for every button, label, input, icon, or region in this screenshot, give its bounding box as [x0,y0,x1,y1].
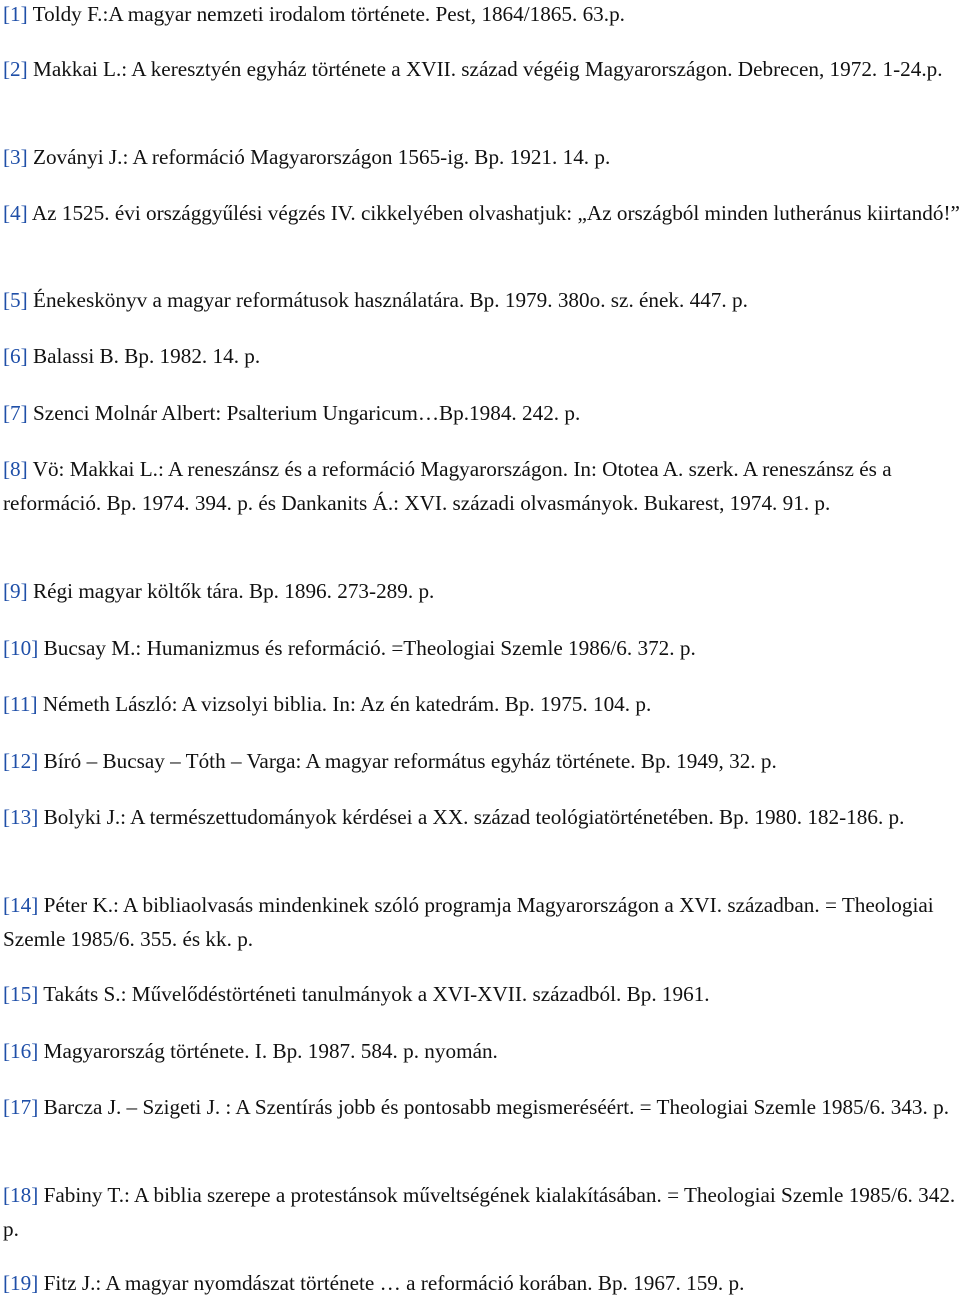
reference-number-link[interactable]: [1] [3,2,28,26]
reference-number-link[interactable]: [3] [3,145,28,169]
reference-number-link[interactable]: [12] [3,749,39,773]
reference-number-link[interactable]: [17] [3,1095,39,1119]
reference-number-link[interactable]: [8] [3,457,28,481]
reference-number-link[interactable]: [13] [3,805,39,829]
reference-number-link[interactable]: [19] [3,1271,39,1295]
reference-text: Zoványi J.: A reformáció Magyarországon 1565-ig. Bp. 1921. 14. p. [33,145,611,169]
reference-item [3,800,960,834]
reference-item [3,687,960,721]
reference-number-link[interactable]: [18] [3,1183,39,1207]
reference-item [3,1034,960,1068]
reference-text: Bucsay M.: Humanizmus és reformáció. =Theologiai Szemle 1986/6. 372. p. [43,636,696,660]
reference-number-link[interactable]: [2] [3,57,28,81]
reference-text: Péter K.: A bibliaolvasás mindenkinek szóló programja Magyarországon a XVI. században. = Theologiai Szemle 1985/6. 355. és kk. p. [3,893,934,951]
reference-item [3,0,960,31]
reference-text: Toldy F.:A magyar nemzeti irodalom története. Pest, 1864/1865. 63.p. [32,2,625,26]
reference-text: Fitz J.: A magyar nyomdászat története … a reformáció korában. Bp. 1967. 159. p. [43,1271,745,1295]
reference-text: Énekeskönyv a magyar reformátusok használatára. Bp. 1979. 380o. sz. ének. 447. p. [33,288,748,312]
reference-number-link[interactable]: [6] [3,344,28,368]
reference-item [3,283,960,317]
reference-item [3,1266,960,1300]
reference-item [3,140,960,174]
reference-text: Régi magyar költők tára. Bp. 1896. 273-289. p. [33,579,435,603]
reference-number-link[interactable]: [5] [3,288,28,312]
reference-number-link[interactable]: [14] [3,893,39,917]
reference-item [3,1178,960,1246]
reference-item [3,396,960,430]
reference-item [3,52,960,86]
reference-text: Fabiny T.: A biblia szerepe a protestánsok műveltségének kialakításában. = Theologiai Szemle 1985/6. 342. p. [3,1183,956,1241]
reference-text: Bíró – Bucsay – Tóth – Varga: A magyar református egyház története. Bp. 1949, 32. p. [43,749,777,773]
reference-text: Vö: Makkai L.: A reneszánsz és a reformáció Magyarországon. In: Ototea A. szerk. A reneszánsz és a reformáció. Bp. 1974. 394. p. és Dankanits Á.: XVI. századi olvasmányok. Bukarest, 1974. 91. p. [3,457,892,515]
reference-text: Balassi B. Bp. 1982. 14. p. [33,344,261,368]
reference-text: Magyarország története. I. Bp. 1987. 584. p. nyomán. [43,1039,498,1063]
reference-text: Németh László: A vizsolyi biblia. In: Az én katedrám. Bp. 1975. 104. p. [42,692,652,716]
reference-item [3,196,960,230]
reference-item [3,744,960,778]
reference-text: Makkai L.: A keresztyén egyház története a XVII. század végéig Magyarországon. Debrecen, 1972. 1-24.p. [33,57,943,81]
reference-text: Az 1525. évi országgyűlési végzés IV. cikkelyében olvashatjuk: „Az országból minden lutheránus kiirtandó!” [31,201,960,225]
reference-item [3,574,960,608]
reference-item [3,631,960,665]
reference-number-link[interactable]: [10] [3,636,39,660]
reference-text: Szenci Molnár Albert: Psalterium Ungaricum…Bp.1984. 242. p. [33,401,581,425]
reference-item [3,452,960,520]
reference-number-link[interactable]: [7] [3,401,28,425]
reference-text: Takáts S.: Művelődéstörténeti tanulmányok a XVI-XVII. századból. Bp. 1961. [43,982,710,1006]
reference-number-link[interactable]: [9] [3,579,28,603]
reference-text: Barcza J. – Szigeti J. : A Szentírás jobb és pontosabb megismeréséért. = Theologiai Szemle 1985/6. 343. p. [43,1095,949,1119]
reference-item [3,1090,960,1124]
reference-number-link[interactable]: [4] [3,201,28,225]
reference-text: Bolyki J.: A természettudományok kérdései a XX. század teológiatörténetében. Bp. 1980. 182-186. p. [43,805,905,829]
reference-number-link[interactable]: [11] [3,692,38,716]
reference-number-link[interactable]: [15] [3,982,39,1006]
reference-item [3,888,960,956]
reference-item [3,339,960,373]
reference-number-link[interactable]: [16] [3,1039,39,1063]
reference-item [3,977,960,1011]
